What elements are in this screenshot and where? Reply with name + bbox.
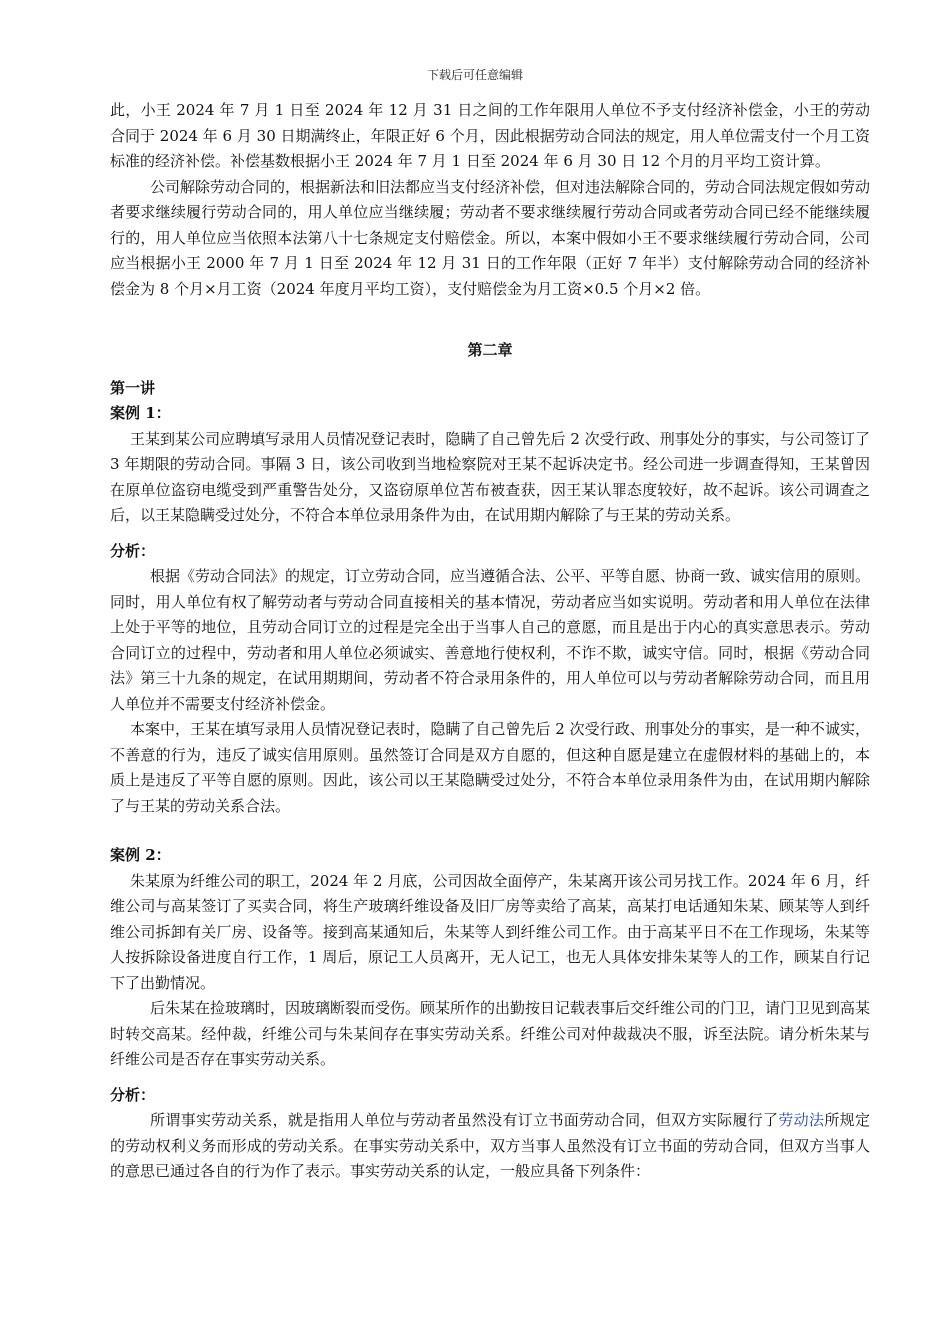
- case1-analysis-title: 分析：: [110, 541, 156, 560]
- case2-analysis-title: 分析：: [110, 1085, 156, 1104]
- paragraph: 公司解除劳动合同的，根据新法和旧法都应当支付经济补偿，但对违法解除合同的，劳动合同法规定假如劳动者要求继续履行劳动合同的，用人单位应当继续履；劳动者不要求继续履行劳动合同或者劳动合同已经不能继续履行的，用人单位应当依照本法第八十七条规定支付赔偿金。所以，本案中假如小王不要求继续履行劳动合同，公司应当根据小王 2000 年 7 月 1 日至 2024 年 12 月 31 日的工作年限（正好 7 年半）支付解除劳动合同的经济补偿金为 8 个月×月工资（2024 年度月平均工资），支付赔偿金为月工资×0.5 个月×2 倍。: [110, 177, 871, 298]
- case1-body: 王某到某公司应聘填写录用人员情况登记表时，隐瞒了自己曾先后 2 次受行政、刑事处分的事实，与公司签订了 3 年期限的劳动合同。事隔 3 日，该公司收到当地检察院对王某不起诉决定书。经公司进一步调查得知，王某曾因在原单位盗窃电缆受到严重警告处分，又盗窃原单位苫布被查获，因王某认罪态度较好，故不起诉。该公司调查之后，以王某隐瞒受过处分，不符合本单位录用条件为由，在试用期内解除了与王某的劳动关系。: [110, 429, 870, 524]
- case1-title: 案例 1：: [110, 404, 171, 422]
- analysis-text: 所规定的劳动权利义务而形成的劳动关系。在事实劳动关系中，双方当事人虽然没有订立书面的劳动合同，但双方当事人的意思已通过各自的行为作了表示。事实劳动关系的认定，一般应具备下列条件：: [110, 1111, 870, 1180]
- case1-analysis-paragraph: 本案中，王某在填写录用人员情况登记表时，隐瞒了自己曾先后 2 次受行政、刑事处分的事实，是一种不诚实，不善意的行为，违反了诚实信用原则。虽然签订合同是双方自愿的，但这种自愿是建立在虚假材料的基础上的，本质上是违反了平等自愿的原则。因此，该公司以王某隐瞒受过处分，不符合本单位录用条件为由，在试用期内解除了与王某的劳动关系合法。: [110, 720, 870, 815]
- case2-title: 案例 2：: [110, 846, 171, 864]
- case1-analysis-paragraph: 根据《劳动合同法》的规定，订立劳动合同，应当遵循合法、公平、平等自愿、协商一致、诚实信用的原则。同时，用人单位有权了解劳动者与劳动合同直接相关的基本情况，劳动者应当如实说明。劳动者和用人单位在法律上处于平等的地位，且劳动合同订立的过程是完全出于当事人自己的意愿，而且是出于内心的真实意思表示。劳动合同订立的过程中，劳动者和用人单位必须诚实、善意地行使权利，不诈不欺，诚实守信。同时，根据《劳动合同法》第三十九条的规定，在试用期期间，劳动者不符合录用条件的，用人单位可以与劳动者解除劳动合同，而且用人单位并不需要支付经济补偿金。: [110, 567, 871, 713]
- lecture-title: 第一讲: [110, 378, 156, 397]
- document-body: [110, 98, 870, 1185]
- case2-body: 朱某原为纤维公司的职工，2024 年 2 月底，公司因故全面停产，朱某离开该公司另找工作。2024 年 6 月，纤维公司与高某签订了买卖合同，将生产玻璃纤维设备及旧厂房等卖给了高某，高某打电话通知朱某、顾某等人到纤维公司拆卸有关厂房、设备等。接到高某通知后，朱某等人到纤维公司工作。由于高某平日不在工作现场，朱某等人按拆除设备进度自行工作，1 周后，原记工人员离开，无人记工，也无人具体安排朱某等人的工作，顾某自行记下了出勤情况。: [110, 871, 870, 992]
- paragraph: 此，小王 2024 年 7 月 1 日至 2024 年 12 月 31 日之间的工作年限用人单位不予支付经济补偿金，小王的劳动合同于 2024 年 6 月 30 日期满终止，年限正好 6 个月，因此根据劳动合同法的规定，用人单位需支付一个月工资标准的经济补偿。补偿基数根据小王 2024 年 7 月 1 日至 2024 年 6 月 30 日 12 个月的月平均工资计算。: [110, 101, 870, 170]
- chapter-title: 第二章: [467, 341, 513, 359]
- page-header: 下载后可任意编辑: [426, 68, 523, 82]
- case2-body: 后朱某在捡玻璃时，因玻璃断裂而受伤。顾某所作的出勤按日记载表事后交纤维公司的门卫，请门卫见到高某时转交高某。经仲裁，纤维公司与朱某间存在事实劳动关系。纤维公司对仲裁裁决不服，诉至法院。请分析朱某与纤维公司是否存在事实劳动关系。: [110, 999, 871, 1068]
- analysis-text: 所谓事实劳动关系，就是指用人单位与劳动者虽然没有订立书面劳动合同，但双方实际履行了: [150, 1111, 779, 1129]
- labor-law-link[interactable]: 劳动法: [778, 1111, 825, 1129]
- case2-analysis-paragraph: [110, 1108, 870, 1185]
